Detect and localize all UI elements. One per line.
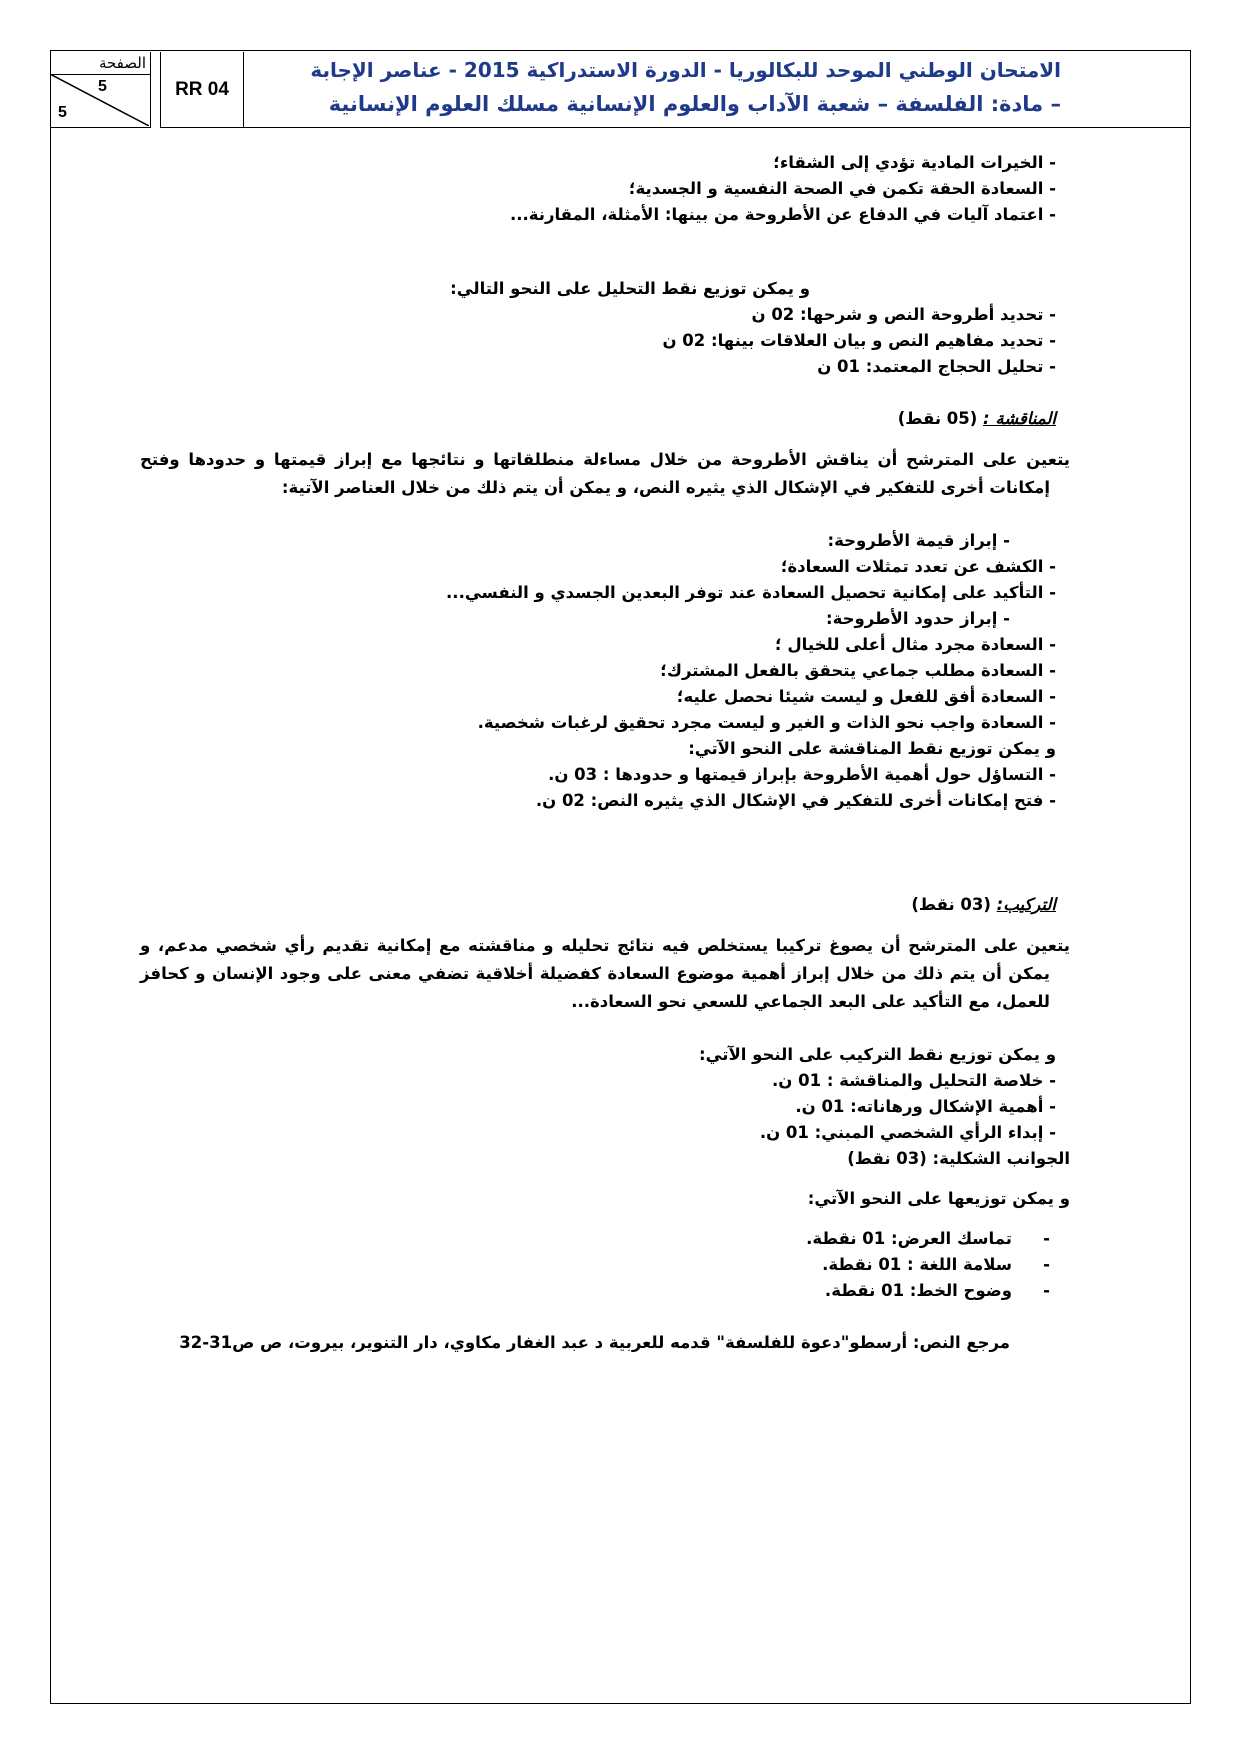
formal-item: - تماسك العرض: 01 نقطة. — [140, 1226, 1050, 1252]
answer-content — [140, 150, 1070, 1356]
synthesis-distribution-intro: و يمكن توزيع نقط التركيب على النحو الآتي: — [698, 1045, 1056, 1064]
analysis-item: - تحديد مفاهيم النص و بيان العلاقات بينها: 02 ن — [662, 331, 1056, 350]
synthesis-points: (03 نقط) — [911, 895, 991, 914]
exam-header — [243, 52, 1191, 128]
formal-heading: الجوانب الشكلية: (03 نقط) — [847, 1149, 1070, 1168]
discussion-distribution-intro: و يمكن توزيع نقط المناقشة على النحو الآتي: — [688, 739, 1056, 758]
page-total: 5 — [58, 104, 67, 121]
discussion-distribution-item: - فتح إمكانات أخرى للتفكير في الإشكال الذي يثيره النص: 02 ن. — [535, 791, 1056, 810]
text-reference: مرجع النص: أرسطو"دعوة للفلسفة" قدمه للعربية د عبد الغفار مكاوي، دار التنوير، بيروت، ص ص31-32 — [179, 1333, 1010, 1352]
analysis-intro: و يمكن توزيع نقط التحليل على النحو التالي: — [450, 279, 810, 298]
discussion-points: (05 نقط) — [897, 409, 978, 428]
formal-item: - وضوح الخط: 01 نقطة. — [140, 1278, 1050, 1304]
discussion-heading — [140, 406, 1070, 432]
synthesis-distribution-item: - أهمية الإشكال ورهاناته: 01 ن. — [795, 1097, 1056, 1116]
limits-item: - السعادة أفق للفعل و ليست شيئا نحصل عليه؛ — [676, 687, 1056, 706]
exam-code: RR 04 — [160, 52, 243, 128]
exam-subject: – مادة: الفلسفة – شعبة الآداب والعلوم الإنسانية مسلك العلوم الإنسانية — [328, 92, 1061, 116]
synthesis-distribution-item: - خلاصة التحليل والمناقشة : 01 ن. — [772, 1071, 1056, 1090]
value-heading: - إبراز قيمة الأطروحة: — [827, 531, 1010, 550]
discussion-paragraph: يتعين على المترشح أن يناقش الأطروحة من خلال مساءلة منطلقاتها و نتائجها مع إبراز قيمتها و حدودها وفتح إمكانات أخرى للتفكير في الإشكال الذي يثيره النص، و يمكن أن يتم ذلك من خلال العناصر الآتية: — [140, 450, 1070, 497]
analysis-item: - تحديد أطروحة النص و شرحها: 02 ن — [751, 305, 1056, 324]
limits-item: - السعادة واجب نحو الذات و الغير و ليست مجرد تحقيق لرغبات شخصية. — [477, 713, 1056, 732]
value-item: - الكشف عن تعدد تمثلات السعادة؛ — [780, 557, 1056, 576]
synthesis-heading — [140, 892, 1070, 918]
exam-title: الامتحان الوطني الموحد للبكالوريا - الدورة الاستدراكية 2015 - عناصر الإجابة — [310, 58, 1061, 82]
page-number-box — [50, 52, 151, 128]
discussion-title: المناقشة : — [983, 409, 1056, 428]
limits-heading: - إبراز حدود الأطروحة: — [826, 609, 1010, 628]
intro-item: - السعادة الحقة تكمن في الصحة النفسية و الجسدية؛ — [628, 179, 1056, 198]
discussion-distribution-item: - التساؤل حول أهمية الأطروحة بإبراز قيمتها و حدودها : 03 ن. — [548, 765, 1056, 784]
value-item: - التأكيد على إمكانية تحصيل السعادة عند توفر البعدين الجسدي و النفسي... — [446, 583, 1056, 602]
synthesis-distribution-item: - إبداء الرأي الشخصي المبني: 01 ن. — [759, 1123, 1056, 1142]
synthesis-title: التركيب: — [996, 895, 1056, 914]
page-current: 5 — [98, 78, 107, 95]
synthesis-paragraph: يتعين على المترشح أن يصوغ تركيبا يستخلص فيه نتائج تحليله و مناقشته مع إمكانية تقديم رأي شخصي مدعم، و يمكن أن يتم ذلك من خلال إبراز أهمية موضوع السعادة كفضيلة أخلاقية تضفي معنى على وجود الإنسان و كحافز للعمل، مع التأكيد على البعد الجماعي للسعي نحو السعادة... — [140, 936, 1070, 1011]
formal-list — [140, 1226, 1070, 1304]
intro-item: - اعتماد آليات في الدفاع عن الأطروحة من بينها: الأمثلة، المقارنة... — [509, 205, 1056, 224]
limits-item: - السعادة مطلب جماعي يتحقق بالفعل المشترك؛ — [660, 661, 1056, 680]
intro-item: - الخيرات المادية تؤدي إلى الشقاء؛ — [773, 153, 1056, 172]
page-label: الصفحة — [98, 54, 146, 72]
limits-item: - السعادة مجرد مثال أعلى للخيال ؛ — [775, 635, 1056, 654]
analysis-item: - تحليل الحجاج المعتمد: 01 ن — [817, 357, 1056, 376]
formal-item: - سلامة اللغة : 01 نقطة. — [140, 1252, 1050, 1278]
formal-distribution-intro: و يمكن توزيعها على النحو الآتي: — [807, 1189, 1070, 1208]
